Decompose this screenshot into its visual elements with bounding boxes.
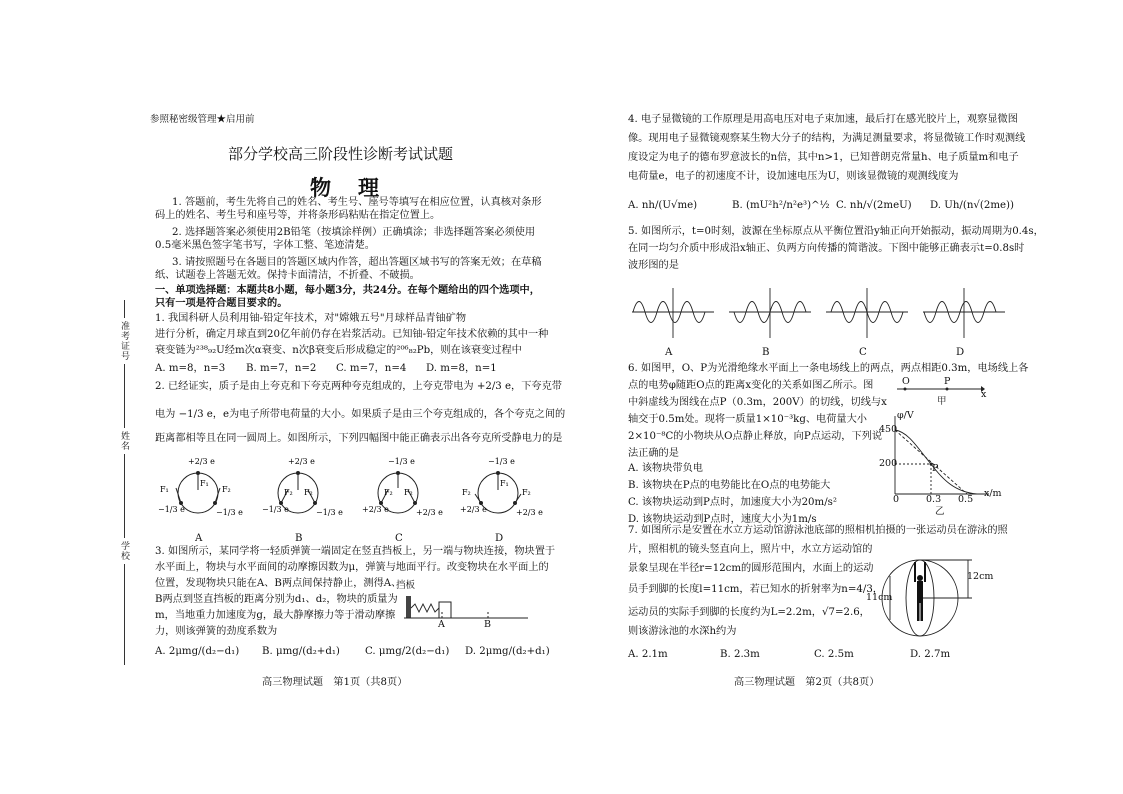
q6-option: D. 该物块运动到P点时，速度大小为1m/s bbox=[628, 514, 817, 525]
q4-line: 度设定为电子的德布罗意波长的n倍，其中n>1，已知普朗克常量h、电子质量m和电子 bbox=[628, 152, 1019, 163]
q1-line: 1. 我国科研人员利用铀-铅定年技术，对"嫦娥五号"月球样品青铀矿物 bbox=[155, 313, 467, 324]
instruction-line: 1. 答题前，考生先将自己的姓名、考生号、座号等填写在相应位置，认真核对条形 bbox=[172, 197, 542, 208]
q7-line: 员手到脚的长度l=11cm，若已知水的折射率为n=4/3， bbox=[628, 584, 883, 595]
q6-x-tick-05: 0.5 bbox=[958, 494, 974, 505]
svg-text:+2/3 e: +2/3 e bbox=[188, 457, 215, 466]
q1-line: 衰变链为²³⁸₉₂U经m次α衰变、n次β衰变后形成稳定的²⁰⁶₈₂Pb，则在该衰变过程中 bbox=[155, 345, 522, 356]
svg-text:F₁: F₁ bbox=[160, 485, 169, 494]
svg-text:−1/3 e: −1/3 e bbox=[316, 508, 343, 517]
q3-fig-b: B bbox=[484, 619, 491, 630]
q5-label-c: C bbox=[859, 347, 867, 358]
exam-title: 部分学校高三阶段性诊断考试试题 bbox=[228, 145, 454, 163]
svg-text:−1/3 e: −1/3 e bbox=[262, 505, 289, 514]
q6-line: 2×10⁻⁸C的小物块从O点静止释放，向P点运动，下列说 bbox=[628, 431, 883, 442]
field-school: 学校 bbox=[118, 538, 131, 564]
q3-line: 水平面上，物块与水平面间的动摩擦因数为μ，弹簧与地面平行。改变物块在水平面上的 bbox=[155, 562, 549, 573]
svg-text:F₂: F₂ bbox=[304, 488, 313, 497]
wave-d bbox=[923, 288, 1005, 338]
q6-caption-yi: 乙 bbox=[935, 506, 945, 517]
q5-line: 5. 如图所示，t=0时刻，波源在坐标原点从平衡位置沿y轴正向开始振动，振动周期为0.4s， bbox=[628, 226, 1044, 237]
q3-figure bbox=[400, 590, 530, 628]
q3-option-c: C. μmg/2(d₂−d₁) bbox=[365, 646, 450, 657]
q7-line: 7. 如图所示是安置在水立方运动馆游泳池底部的照相机拍摄的一张运动员在游泳的照 bbox=[628, 525, 1008, 536]
quark-diagram-a bbox=[158, 457, 243, 517]
field-exam-number: 准考证号 bbox=[118, 318, 131, 364]
question-4 bbox=[628, 113, 1025, 183]
q3-line: B两点到竖直挡板的距离分别为d₁、d₂，物块的质量为 bbox=[155, 594, 398, 605]
instruction-line: 纸、试题卷上答题无效。保持卡面清洁，不折叠、不破损。 bbox=[155, 270, 420, 281]
q7-line: 则该游泳池的水深h约为 bbox=[628, 626, 737, 637]
svg-text:+2/3 e: +2/3 e bbox=[288, 457, 315, 466]
q5-label-a: A bbox=[665, 347, 673, 358]
svg-text:F₂: F₂ bbox=[404, 488, 413, 497]
q6-line: 轴交于0.5m处。现将一质量1×10⁻³kg、电荷量大小 bbox=[628, 414, 867, 425]
svg-text:−1/3 e: −1/3 e bbox=[158, 505, 185, 514]
q6-y-tick-450: 450 bbox=[879, 424, 898, 435]
q2-line-1: 2. 已经证实，质子是由上夸克和下夸克两种夸克组成的，上夸克带电为 +2/3 e，下夸克带 bbox=[155, 381, 562, 392]
svg-text:F₂: F₂ bbox=[284, 488, 293, 497]
q5-wave-figures bbox=[628, 280, 1008, 344]
q6-x-label: x/m bbox=[984, 488, 1002, 499]
q6-y-tick-200: 200 bbox=[879, 458, 898, 469]
q1-option-c: C. m=7，n=4 bbox=[336, 363, 407, 374]
q4-line: 4. 电子显微镜的工作原理是用高电压对电子束加速，最后打在感光胶片上，观察显微图 bbox=[628, 114, 1018, 125]
field-name: 姓名 bbox=[118, 428, 131, 454]
q6-line: 点的电势φ随距O点的距离x变化的关系如图乙所示。图 bbox=[628, 380, 874, 391]
quark-diagram-c bbox=[362, 457, 443, 517]
svg-text:−1/3 e: −1/3 e bbox=[488, 457, 515, 466]
q4-line: 像。现用电子显微镜观察某生物大分子的结构，为满足测量要求，将显微镜工作时观测线 bbox=[628, 133, 1026, 144]
q6-x-tick-03: 0.3 bbox=[926, 494, 942, 505]
q6-line: 6. 如图甲，O、P为光滑绝缘水平面上一条电场线上的两点，两点相距0.3m，电场线上各 bbox=[628, 363, 1029, 374]
svg-text:F₁: F₁ bbox=[200, 479, 209, 488]
svg-text:+2/3 e: +2/3 e bbox=[362, 505, 389, 514]
q1-option-b: B. m=7，n=2 bbox=[246, 363, 317, 374]
q1-line: 进行分析，确定月球直到20亿年前仍存在岩浆活动。已知铀-铅定年技术依赖的其中一种 bbox=[155, 329, 549, 340]
q6-option: B. 该物块在P点的电势能比在O点的电势能大 bbox=[628, 480, 831, 491]
q6-x-tick-0: 0 bbox=[893, 494, 900, 505]
q7-figure bbox=[878, 548, 978, 648]
q3-fig-label: 挡板 bbox=[396, 580, 416, 591]
q5-label-b: B bbox=[762, 347, 770, 358]
q1-option-d: D. m=8，n=1 bbox=[426, 363, 497, 374]
q7-option-c: C. 2.5m bbox=[814, 649, 854, 660]
svg-text:F₂: F₂ bbox=[222, 485, 231, 494]
instruction-line: 3. 请按照题号在各题目的答题区域内作答，超出答题区域书写的答案无效；在草稿 bbox=[172, 257, 542, 268]
q3-line: 位置，发现物块只能在A、B两点间保持静止，测得A、 bbox=[155, 578, 402, 589]
subject-title: 物 理 bbox=[310, 175, 382, 200]
section-heading-2: 只有一项是符合题目要求的。 bbox=[155, 297, 288, 309]
q7-line: 片，照相机的镜头竖直向上，照片中，水立方运动馆的 bbox=[628, 544, 873, 555]
q7-option-a: A. 2.1m bbox=[628, 649, 668, 660]
q6-line: 法正确的是 bbox=[628, 448, 679, 459]
q7-line: 景象呈现在半径r=12cm的圆形范围内，水面上的运动 bbox=[628, 563, 874, 574]
page2-footer: 高三物理试题 第2页（共8页） bbox=[734, 677, 880, 688]
q3-line: 3. 如图所示，某同学将一轻质弹簧一端固定在竖直挡板上，另一端与物块连接，物块置于 bbox=[155, 546, 556, 557]
instruction-line: 0.5毫米黑色签字笔书写，字体工整、笔迹清楚。 bbox=[155, 240, 375, 251]
wave-b bbox=[729, 288, 811, 338]
q7-option-d: D. 2.7m bbox=[910, 649, 951, 660]
svg-text:+2/3 e: +2/3 e bbox=[416, 508, 443, 517]
wave-c bbox=[826, 288, 908, 338]
instruction-line: 2. 选择题答案必须使用2B铅笔（按填涂样例）正确填涂；非选择题答案必须使用 bbox=[172, 227, 536, 238]
svg-text:−1/3 e: −1/3 e bbox=[388, 457, 415, 466]
section-heading: 一、单项选择题：本题共8小题，每小题3分，共24分。在每个题给出的四个选项中， bbox=[155, 284, 540, 296]
svg-text:+2/3 e: +2/3 e bbox=[516, 508, 543, 517]
instructions bbox=[155, 196, 542, 282]
q5-label-d: D bbox=[956, 347, 965, 358]
q4-option-d: D. Uh/(n√(2me)) bbox=[930, 200, 1014, 211]
q3-option-b: B. μmg/(d₂+d₁) bbox=[262, 646, 340, 657]
q7-option-b: B. 2.3m bbox=[720, 649, 760, 660]
q2-line-3: 距离都相等且在同一圆周上。如图所示，下列四幅图中能正确表示出各夸克所受静电力的是 bbox=[155, 433, 563, 444]
q7-line: 运动员的实际手到脚的长度约为L=2.2m，√7=2.6， bbox=[628, 607, 870, 618]
q6-y-label: φ/V bbox=[897, 410, 914, 421]
q7-fig-11cm: 11cm bbox=[866, 592, 893, 603]
svg-text:F₁: F₁ bbox=[500, 479, 509, 488]
q6-line: 中斜虚线为图线在点P（0.3m，200V）的切线，切线与x bbox=[628, 397, 887, 408]
secret-label: 参照秘密级管理★启用前 bbox=[150, 114, 255, 125]
q5-line: 在同一均匀介质中形成沿x轴正、负两方向传播的简谐波。下图中能够正确表示t=0.8s时 bbox=[628, 243, 1025, 254]
q4-option-c: C. nh/√(2meU) bbox=[836, 200, 912, 211]
q4-option-a: A. nh/(U√me) bbox=[628, 200, 698, 211]
svg-text:−1/3 e: −1/3 e bbox=[216, 508, 243, 517]
q2-label-d: D bbox=[495, 533, 504, 544]
svg-text:F₂: F₂ bbox=[384, 488, 393, 497]
q2-label-b: B bbox=[295, 533, 303, 544]
svg-text:F₂: F₂ bbox=[522, 488, 531, 497]
q6-options bbox=[628, 462, 837, 526]
svg-text:+2/3 e: +2/3 e bbox=[460, 505, 487, 514]
quark-diagram-d bbox=[460, 457, 543, 517]
q6-option: C. 该物块运动到P点时，加速度大小为20m/s² bbox=[628, 497, 837, 508]
page1-footer: 高三物理试题 第1页（共8页） bbox=[262, 677, 408, 688]
question-5 bbox=[628, 225, 1044, 272]
q3-option-a: A. 2μmg/(d₂−d₁) bbox=[155, 646, 240, 657]
q6-label-p: P bbox=[944, 376, 951, 387]
q3-line: m，当地重力加速度为g，最大静摩擦力等于滑动摩擦 bbox=[155, 610, 396, 621]
q6-caption-jia: 甲 bbox=[937, 396, 947, 407]
q2-label-a: A bbox=[195, 533, 203, 544]
q6-label-x: x bbox=[981, 389, 987, 400]
q4-option-b: B. (mU²h²/n²e³)^½ bbox=[732, 200, 830, 211]
quark-diagrams bbox=[150, 450, 543, 542]
instruction-line: 码上的姓名、考生号和座号等，并将条形码粘贴在指定位置上。 bbox=[155, 210, 441, 221]
q1-option-a: A. m=8，n=3 bbox=[155, 363, 226, 374]
question-1 bbox=[155, 312, 548, 357]
q5-line: 波形图的是 bbox=[628, 260, 679, 271]
quark-diagram-b bbox=[262, 457, 343, 517]
q2-line-2: 电为 −1/3 e，e为电子所带电荷量的大小。如果质子是由三个夸克组成的，各个夸克之间的 bbox=[155, 409, 566, 420]
q3-line: 力，则该弹簧的劲度系数为 bbox=[155, 626, 278, 637]
q3-fig-a: A bbox=[438, 619, 445, 630]
q4-line: 电荷量e，电子的初速度不计，设加速电压为U，则该显微镜的观测线度为 bbox=[628, 171, 959, 182]
q6-p-point: P bbox=[932, 463, 939, 474]
q6-option: A. 该物块带负电 bbox=[628, 463, 703, 474]
q6-label-o: O bbox=[902, 376, 910, 387]
q3-option-d: D. 2μmg/(d₂+d₁) bbox=[465, 646, 550, 657]
q2-label-c: C bbox=[395, 533, 403, 544]
q7-fig-12cm: 12cm bbox=[967, 571, 994, 582]
wave-a bbox=[632, 288, 714, 338]
svg-text:F₂: F₂ bbox=[462, 488, 471, 497]
